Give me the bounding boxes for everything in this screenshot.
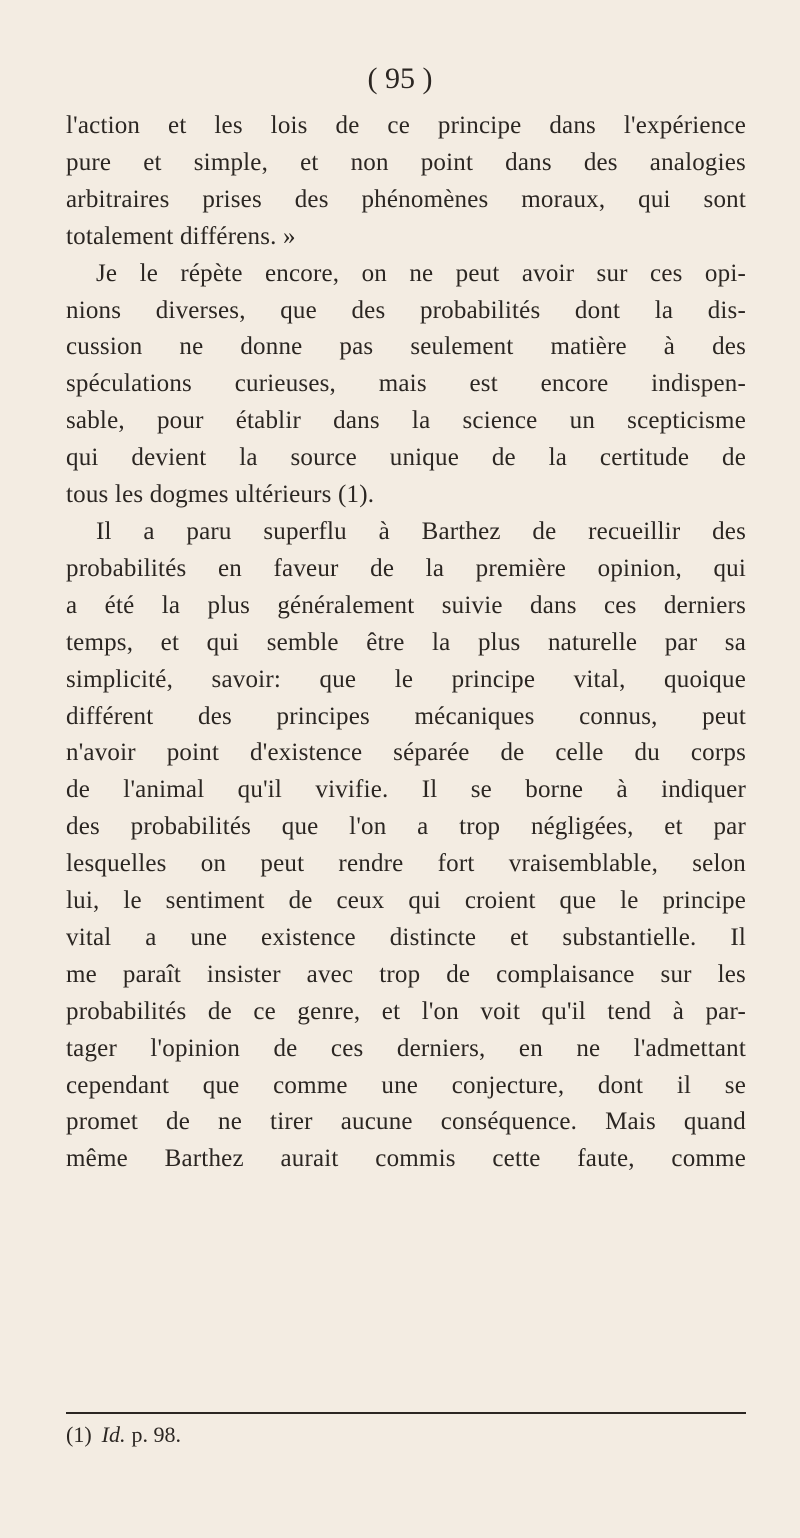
text-line: lesquelles on peut rendre fort vraisemblable, selon <box>66 850 746 878</box>
text-line: tager l'opinion de ces derniers, en ne l'admettant <box>66 1034 746 1062</box>
text-line: nions diverses, que des probabilités dont la dis- <box>66 296 746 324</box>
footnote-reference: Id. <box>101 1422 126 1447</box>
text-line: n'avoir point d'existence séparée de celle du corps <box>66 739 746 767</box>
text-line: tous les dogmes ultérieurs (1). <box>66 481 375 509</box>
text-line: totalement différens. » <box>66 222 296 250</box>
text-line: cussion ne donne pas seulement matière à des <box>66 333 746 361</box>
text-line: spéculations curieuses, mais est encore indispen- <box>66 370 746 398</box>
text-line: probabilités de ce genre, et l'on voit qu'il tend à par- <box>66 997 746 1025</box>
text-line: probabilités en faveur de la première opinion, qui <box>66 554 746 582</box>
text-line: Il a paru superflu à Barthez de recueillir des <box>96 517 746 545</box>
text-line: simplicité, savoir: que le principe vital, quoique <box>66 665 746 693</box>
text-line: temps, et qui semble être la plus naturelle par sa <box>66 628 746 656</box>
text-line: lui, le sentiment de ceux qui croient que le principe <box>66 887 746 915</box>
body-text <box>66 108 746 1178</box>
text-line: pure et simple, et non point dans des analogies <box>66 148 746 176</box>
text-line: même Barthez aurait commis cette faute, comme <box>66 1145 746 1173</box>
text-line: des probabilités que l'on a trop négligées, et par <box>66 813 746 841</box>
text-line: cependant que comme une conjecture, dont il se <box>66 1071 746 1099</box>
text-line: arbitraires prises des phénomènes moraux, qui sont <box>66 185 746 213</box>
text-line: différent des principes mécaniques connus, peut <box>66 702 746 730</box>
text-line: Je le répète encore, on ne peut avoir sur ces opi- <box>96 259 746 287</box>
footnote-page: p. 98. <box>131 1422 181 1447</box>
text-line: promet de ne tirer aucune conséquence. Mais quand <box>66 1108 746 1136</box>
footnote-mark: (1) <box>66 1422 92 1447</box>
text-line: sable, pour établir dans la science un scepticisme <box>66 407 746 435</box>
footnote-divider <box>66 1412 746 1414</box>
text-line: qui devient la source unique de la certitude de <box>66 444 746 472</box>
text-line: l'action et les lois de ce principe dans l'expérience <box>66 112 746 139</box>
text-line: me paraît insister avec trop de complaisance sur les <box>66 960 746 988</box>
page-number: ( 95 ) <box>367 62 433 95</box>
footnote <box>66 1422 181 1448</box>
text-line: a été la plus généralement suivie dans ces derniers <box>66 591 746 619</box>
text-line: de l'animal qu'il vivifie. Il se borne à indiquer <box>66 776 746 804</box>
text-line: vital a une existence distincte et substantielle. Il <box>66 923 746 951</box>
